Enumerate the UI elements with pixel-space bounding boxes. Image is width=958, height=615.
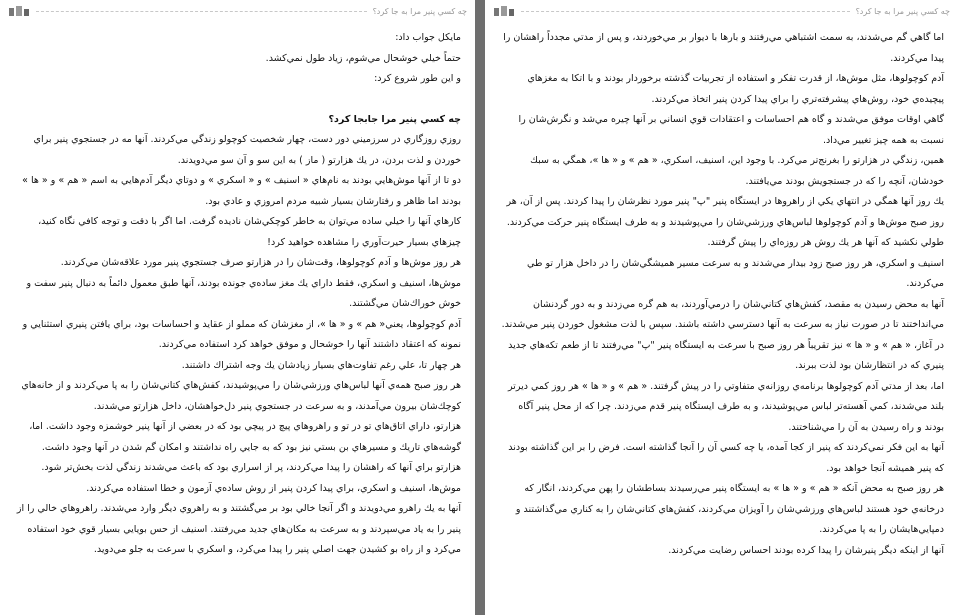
paragraph: هزارتو، داراي اتاق‌هاي تو در تو و راهروهاي پيچ در پيچي بود كه در بعضي از آنها پنير خوشمزه وجود داشت. اما، گوشه‌هاي تاريك و مسيرهاي بن بستي نيز بود كه به جايي راه نداشتند و امكان گم شدن در آنها وجود داشت. [29,421,461,453]
paragraph: هزارتو براي آنها كه راهشان را پيدا مي‌كردند، پر از اسراري بود كه باعث مي‌شدند زندگي لذت بخش‌تر شود. [41,462,461,473]
paragraph: اما، بعد از مدتي آدم كوچولوها برنامه‌ي روزانه‌ي متفاوتي را در پيش گرفتند. « هم » و « ها » هر روز كمي ديرتر بلند مي‌شدند، كمي آهسته‌تر لباس مي‌پوشيدند، و به طرف ايستگاه پنير قدم مي‌زدند. چرا كه از محل پنير آگاه بودند و راه رسيدن به آن را مي‌شناختند. [507,380,944,433]
header-title: چه كسي پنير مرا به جا كرد؟ [855,6,950,16]
paragraph: موش‌ها، اسنيف و اسكري، براي پيدا كردن پنير از روش ساده‌ي آزمون و خطا استفاده مي‌كردند. [86,482,461,494]
paragraph: طولي نكشيد كه آنها هر يك روش هر روزه‌اي را پيش گرفتند. [707,237,944,248]
header-title: چه كسي پنير مرا به جا كرد؟ [372,6,467,16]
paragraph: كارهاي آنها را خيلي ساده مي‌توان به خاطر كوچكي‌شان ناديده گرفت. اما اگر با دقت و توجه كافي نگاه كنيد، چيزهاي بسيار حيرت‌آوري را مشاهده خواهيد كرد! [38,216,461,248]
right-page-body [497,28,944,561]
paragraph: هر روز صبح به محض آنكه « هم » و « ها » به ايستگاه پنير مي‌رسيدند بساطشان را پهن مي‌كردند، انگار كه درخانه‌ي خود هستند لباس‌هاي ورزشي‌شان را آويزان مي‌كردند، كفش‌هاي كتاني‌شان را به كناري مي‌گذاشتند و دمپايي‌هايشان را به پا مي‌كردند. [515,483,944,535]
book-logo-icon [8,5,30,17]
paragraph: آنها به اين فكر نمي‌كردند كه پنير از كجا آمده، يا چه كسي آن را آنجا گذاشته است. فرض را بر اين گذاشته بودند كه پنير هميشه آنجا خواهد بود. [508,442,944,474]
page-header [8,4,467,18]
paragraph: گاهي اوقات موفق مي‌شدند و گاه هم احساسات و اعتقادات قوي انساني بر آنها چيره مي‌شد و نگرش‌شان را نسبت به همه چيز تغيير مي‌داد. [518,114,944,146]
paragraph: آدم كوچولوها، يعني« هم » و « ها »، از مغزشان كه مملو از عقايد و احساسات بود، براي يافتن پنيري استثنايي و نمونه كه اعتقاد داشتند آنها را خوشحال و موفق خواهد كرد استفاده مي‌كردند. [22,318,461,350]
paragraph: آنها به يك راهرو مي‌دويدند و اگر آنجا خالي بود بر مي‌گشتند و به راهروي ديگر وارد مي‌شدند. راهروهاي خالي را از پنير را به ياد مي‌سپردند و به سرعت به مكان‌هاي جديد مي‌رفتند. اسنيف از حس بويايي بسيار قوي خود استفاده مي‌كرد و از راه بو كشيدن جهت اصلي پنير را پيدا مي‌كرد، و اسكري با سرعت به جلو مي‌دويد. [16,503,461,555]
chapter-heading: چه كسي پنير مرا جابجا كرد؟ [328,113,461,125]
text-line: حتماً خيلي خوشحال مي‌شوم، زياد طول نمي‌كشد. [265,52,461,64]
book-logo-icon [493,5,515,17]
right-page [485,0,958,615]
paragraph: موش‌ها، اسنيف و اسكري، فقط داراي يك مغز ساده‌ي جونده بودند، آنها طبق معمول دائماً به دنبال پنير سفت و خوش خوراك‌شان مي‌گشتند. [26,277,461,309]
paragraph: دو تا از آنها موش‌هايي بودند به نام‌هاي « اسنيف » و « اسكري » و دوتاي ديگر آدم‌هايي به اسم « هم » و « ها » بودند اما ظاهر و رفتارشان بسيار شبيه مردم امروزي و عادي بود. [22,175,461,207]
header-rule [521,11,850,12]
paragraph: روزي روزگاري در سرزميني دور دست، چهار شخصيت كوچولو زندگي مي‌كردند. آنها مه در جستجوي پنير براي خوردن و لذت بردن، در يك هزارتو ( ماز ) به اين سو و آن سو مي‌دويدند. [33,134,461,166]
paragraph: اسنيف و اسكري، هر روز صبح زود بيدار مي‌شدند و به سرعت مسير هميشگي‌شان را در داخل هزار تو طي مي‌كردند. [526,257,944,289]
paragraph: هر چهار تا، علي رغم تفاوت‌هاي بسيار زيادشان يك وجه اشتراك داشتند. [181,359,461,371]
paragraph: اما گاهي گم مي‌شدند، به سمت اشتباهي مي‌رفتند و بارها با ديوار بر مي‌خوردند، و پس از مدتي مجدداً راهشان را پيدا مي‌كردند. [503,32,944,64]
paragraph: هر روز موش‌ها و آدم كوچولوها، وقت‌شان را در هزارتو صرف جستجوي پنير مورد علاقه‌شان مي‌كردند. [60,257,461,268]
page-header [493,4,950,18]
paragraph: آنها از اينكه ديگر پنيرشان را پيدا كرده بودند احساس رضايت مي‌كردند. [668,544,944,556]
paragraph: آنها به محض رسيدن به مقصد، كفش‌هاي كتاني‌شان را درمي‌آوردند، به هم گره مي‌زدند و به دور گردنشان مي‌انداختند تا در صورت نياز به سرعت به آنها دسترسي داشته باشند. سپس با لذت مشغول خوردن پنير مي‌شدند. [501,298,944,330]
text-line: مايكل جواب داد: [395,32,461,43]
paragraph: آدم كوچولوها، مثل موش‌ها، از قدرت تفكر و استفاده از تجربيات گذشته برخوردار بودند و با اتكا به مغزهاي پيچيده‌ي خود، روش‌هاي پيشرفته‌تري را براي پيدا كردن پنير اتخاذ مي‌كردند. [527,73,944,105]
header-rule [36,11,367,12]
paragraph: همين، زندگي در هزارتو را بغرنج‌تر مي‌كرد. با وجود اين، اسنيف، اسكري، « هم » و « ها »، همگي به سبك خودشان، آنچه را كه در جستجويش بودند مي‌يافتند. [530,155,944,187]
left-page [0,0,475,615]
text-line: و اين طور شروع كرد: [374,73,461,84]
paragraph: هر روز صبح همه‌ي آنها لباس‌هاي ورزشي‌شان را مي‌پوشيدند، كفش‌هاي كتاني‌شان را به پا مي‌كردند و از خانه‌هاي كوچك‌شان بيرون مي‌آمدند، و به سرعت در جستجوي پنير دل‌خواهشان، داخل هزارتو مي‌شدند. [21,380,461,412]
page-gutter [475,0,485,615]
paragraph: يك روز آنها همگي در انتهاي يكي از راهروها در ايستگاه پنير "پ" پنير مورد نظرشان را پيدا كردند. پس از آن، هر روز صبح موش‌ها و آدم كوچولوها لباس‌هاي ورزشي‌شان را مي‌پوشيدند و به طرف ايستگاه پنير حركت مي‌كردند. [506,196,944,228]
paragraph: در آغاز، « هم » و « ها » نيز تقريباً هر روز صبح با سرعت به ايستگاه پنير "پ" مي‌رفتند تا از طعم تكه‌هاي جديد پنيري كه در انتظارشان بود لذت ببرند. [508,339,944,371]
left-page-body [12,28,461,561]
